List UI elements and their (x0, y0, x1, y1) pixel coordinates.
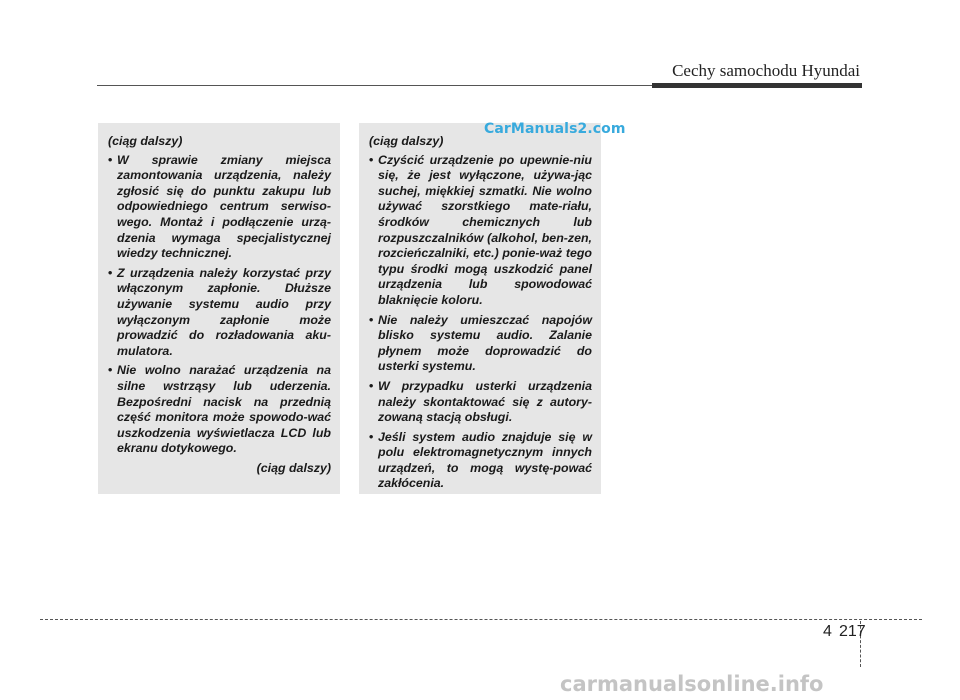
continued-label-top: (ciąg dalszy) (108, 134, 183, 148)
list-item-text: Jeśli system audio znajduje się w polu elektromagnetycznym innych urządzeń, to mogą wystę-pować zakłócenia. (378, 429, 592, 491)
list-item (108, 266, 331, 360)
bullet-icon: • (369, 152, 374, 167)
list-item (369, 153, 592, 309)
right-caution-panel (359, 123, 601, 494)
bullet-icon: • (369, 378, 374, 393)
continued-label-top: (ciąg dalszy) (369, 134, 444, 148)
list-item (369, 379, 592, 426)
continued-label-bottom: (ciąg dalszy) (256, 460, 331, 475)
bullet-icon: • (369, 312, 374, 327)
list-item-text: Czyścić urządzenie po upewnie-niu się, że jest wyłączone, używa-jąc suchej, miękkiej szmatki. Nie wolno używać szorstkiego mate-riału, środków chemicznych lub rozpuszczalników (alkohol, ben-zen, rozcieńczalniki, etc.) ponie-waż tego typu środki mogą uszkodzić panel urządzenia lub spowodować blaknięcie koloru. (378, 152, 592, 307)
list-item (108, 153, 331, 262)
list-item-text: Nie należy umieszczać napojów blisko systemu audio. Zalanie płynem może doprowadzić do usterki systemu. (378, 312, 592, 374)
list-item-text: W sprawie zmiany miejsca zamontowania urządzenia, należy zgłosić się do punktu zakupu lub odpowiedniego centrum serwiso-wego. Montaż i podłączenie urzą-dzenia wymaga specjalistycznej wiedzy technicznej. (117, 152, 331, 261)
bullet-icon: • (108, 265, 113, 280)
carmanuals-watermark: CarManuals2.com (484, 121, 626, 137)
right-bullet-list (369, 153, 592, 492)
bullet-icon: • (108, 152, 113, 167)
bullet-icon: • (108, 363, 113, 378)
site-watermark-footer: carmanualsonline.info (560, 672, 824, 696)
page-number: 217 (839, 623, 866, 640)
list-item (369, 313, 592, 375)
list-item-text: Z urządzenia należy korzystać przy włączonym zapłonie. Dłuższe używanie systemu audio przy wyłączonym zapłonie może prowadzić do rozładowania aku-mulatora. (117, 265, 331, 358)
list-item (108, 363, 331, 457)
list-item (369, 430, 592, 492)
page-header-title: Cechy samochodu Hyundai (672, 61, 860, 80)
footer-divider (40, 619, 922, 620)
header-accent-bar (652, 83, 862, 88)
left-bullet-list (108, 153, 331, 457)
list-item-text: Nie wolno narażać urządzenia na silne wstrząsy lub uderzenia. Bezpośredni nacisk na przednią część monitora może spowodo-wać uszkodzenia wyświetlacza LCD lub ekranu dotykowego. (117, 363, 331, 456)
chapter-number: 4 (823, 623, 832, 640)
bullet-icon: • (369, 429, 374, 444)
left-caution-panel (98, 123, 340, 494)
list-item-text: W przypadku usterki urządzenia należy skontaktować się z autory-zowaną stacją obsługi. (378, 378, 592, 425)
